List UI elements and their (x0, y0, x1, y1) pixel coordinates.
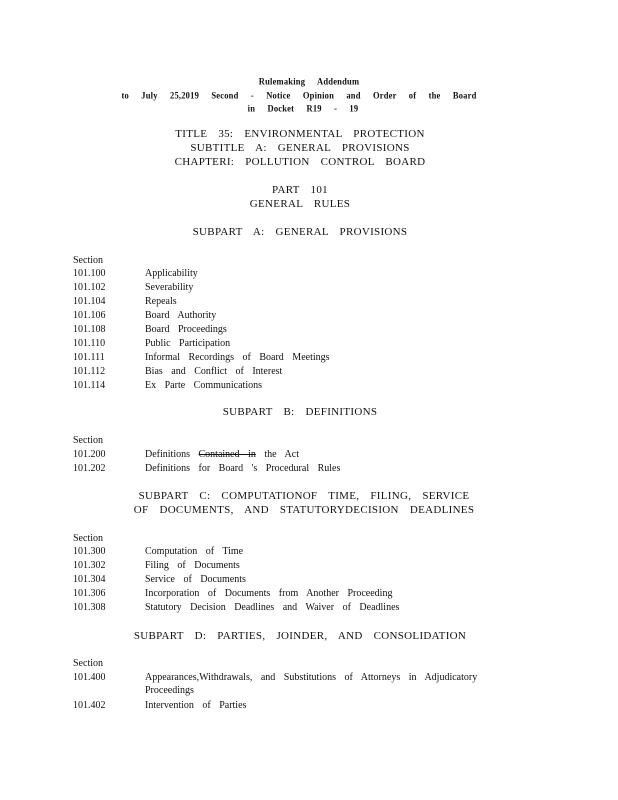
subtitle-line: SUBTITLE A: GENERAL PROVISIONS (190, 142, 410, 154)
toc-row (0, 282, 618, 296)
section-number: 101.400 (73, 672, 106, 683)
section-number: 101.111 (73, 352, 105, 363)
section-title: Statutory Decision Deadlines and Waiver of Deadlines (145, 602, 400, 613)
section-title: Severability (145, 282, 194, 293)
toc-row (0, 380, 618, 394)
toc-row (0, 546, 618, 560)
header-line-1: Rulemaking Addendum (258, 75, 360, 87)
toc-row (0, 700, 618, 714)
section-title: Bias and Conflict of Interest (145, 366, 283, 377)
section-title: Applicability (145, 268, 198, 279)
section-label: Section (73, 533, 103, 544)
section-number: 101.110 (73, 338, 106, 349)
toc-row (0, 268, 618, 282)
section-title: Filing of Documents (145, 560, 240, 571)
toc-row (0, 463, 618, 477)
section-number: 101.200 (73, 449, 106, 460)
title-line: TITLE 35: ENVIRONMENTAL PROTECTION (175, 128, 425, 140)
section-title: Definitions for Board 's Procedural Rules (145, 463, 341, 474)
section-title: Appearances,Withdrawals, and Substitutions of Attorneys in Adjudicatory (145, 672, 478, 683)
section-number: 101.114 (73, 380, 106, 391)
section-number: 101.102 (73, 282, 106, 293)
section-number: 101.104 (73, 296, 106, 307)
toc-row (0, 574, 618, 588)
toc-row (0, 588, 618, 602)
section-title: Public Participation (145, 338, 231, 349)
toc-row (0, 352, 618, 366)
chapter-line: CHAPTERI: POLLUTION CONTROL BOARD (174, 156, 426, 168)
section-number: 101.106 (73, 310, 106, 321)
section-title: Definitions Contained in the Act (145, 449, 299, 460)
section-title: Board Proceedings (145, 324, 227, 335)
section-title: Ex Parte Communications (145, 380, 262, 391)
section-number: 101.302 (73, 560, 106, 571)
header-line-2: to July 25,2019 Second - Notice Opinion and Order of the Board (121, 89, 477, 101)
section-title: Intervention of Parties (145, 700, 247, 711)
section-title: Repeals (145, 296, 177, 307)
subpart-b-heading: SUBPART B: DEFINITIONS (222, 406, 378, 418)
section-number: 101.304 (73, 574, 106, 585)
section-number: 101.300 (73, 546, 106, 557)
toc-row (0, 366, 618, 380)
subpart-c-heading-line-1: SUBPART C: COMPUTATIONOF TIME, FILING, SERVICE (138, 490, 470, 502)
section-number: 101.100 (73, 268, 106, 279)
section-title: Service of Documents (145, 574, 246, 585)
subpart-d-heading: SUBPART D: PARTIES, JOINDER, AND CONSOLIDATION (133, 630, 467, 642)
subpart-a-heading: SUBPART A: GENERAL PROVISIONS (192, 226, 408, 238)
section-number: 101.108 (73, 324, 106, 335)
section-title: Incorporation of Documents from Another Proceeding (145, 588, 393, 599)
section-label: Section (73, 658, 103, 669)
toc-row (0, 338, 618, 352)
subpart-c-heading-line-2: OF DOCUMENTS, AND STATUTORYDECISION DEADLINES (133, 504, 475, 516)
section-number: 101.306 (73, 588, 106, 599)
toc-row (0, 560, 618, 574)
section-number: 101.112 (73, 366, 106, 377)
section-label: Section (73, 435, 103, 446)
part-name: GENERAL RULES (249, 198, 351, 210)
section-title: Informal Recordings of Board Meetings (145, 352, 330, 363)
toc-row (0, 602, 618, 616)
toc-row (0, 449, 618, 463)
section-number: 101.308 (73, 602, 106, 613)
section-title-continuation: Proceedings (145, 685, 194, 696)
section-label: Section (73, 255, 103, 266)
section-title: Computation of Time (145, 546, 244, 557)
part-number: PART 101 (272, 184, 328, 196)
toc-row (0, 324, 618, 338)
section-number: 101.402 (73, 700, 106, 711)
header-line-3: in Docket R19 - 19 (247, 102, 359, 114)
section-number: 101.202 (73, 463, 106, 474)
toc-row (0, 296, 618, 310)
section-title: Board Authority (145, 310, 217, 321)
toc-row (0, 310, 618, 324)
toc-row (0, 672, 618, 700)
struck-text: Contained in (198, 449, 256, 460)
